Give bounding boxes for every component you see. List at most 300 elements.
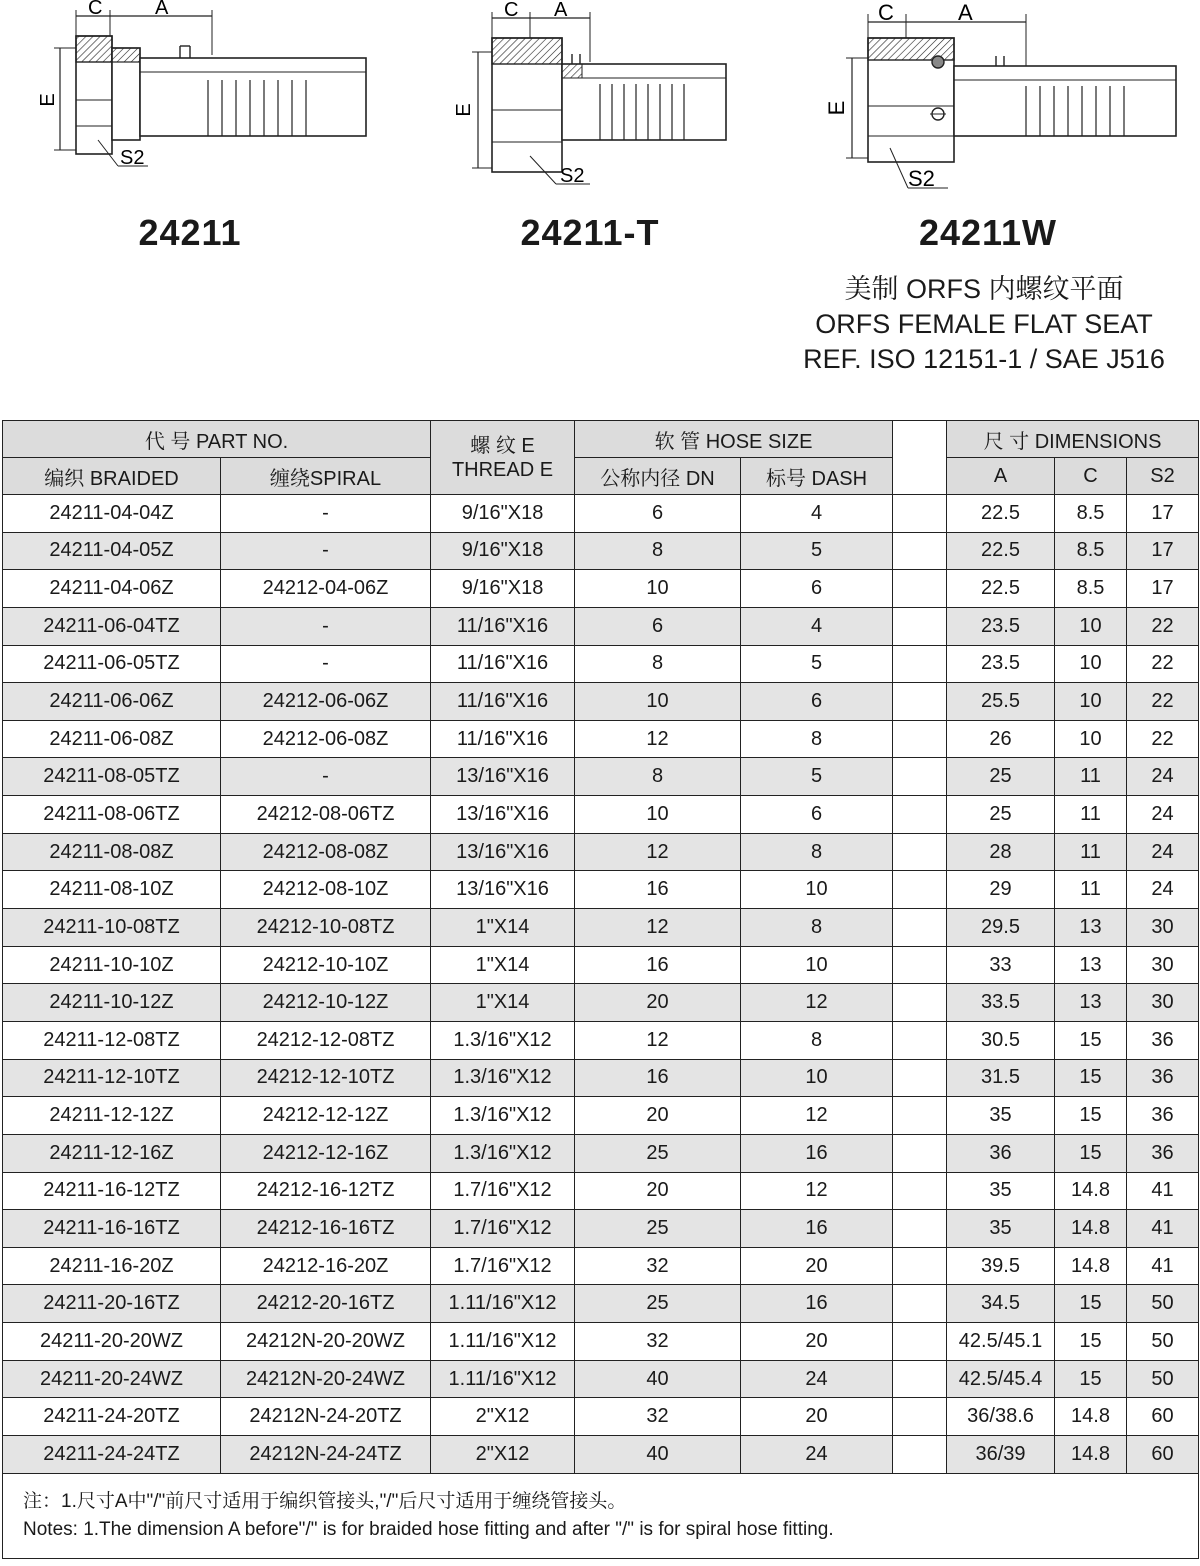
- cell-dn: 12: [575, 909, 741, 947]
- cell-a: 42.5/45.1: [947, 1323, 1055, 1361]
- cell-dn: 32: [575, 1323, 741, 1361]
- cell-spiral: -: [221, 758, 431, 796]
- table-row: [3, 495, 1199, 533]
- label-c: C: [878, 0, 894, 25]
- cell-dash: 6: [741, 570, 893, 608]
- cell-braided: 24211-12-12Z: [3, 1097, 221, 1135]
- cell-dn: 25: [575, 1285, 741, 1323]
- cell-dn: 32: [575, 1247, 741, 1285]
- cell-thread: 1.3/16"X12: [431, 1097, 575, 1135]
- cell-a: 25.5: [947, 683, 1055, 721]
- cell-dash: 16: [741, 1285, 893, 1323]
- table-row: [3, 683, 1199, 721]
- cell-spacer: [893, 683, 947, 721]
- cell-dash: 8: [741, 720, 893, 758]
- cell-braided: 24211-06-06Z: [3, 683, 221, 721]
- cell-spacer: [893, 984, 947, 1022]
- cell-thread: 1.11/16"X12: [431, 1285, 575, 1323]
- label-e: E: [453, 103, 475, 117]
- cell-c: 15: [1055, 1021, 1127, 1059]
- cell-thread: 1.7/16"X12: [431, 1247, 575, 1285]
- cell-dn: 40: [575, 1436, 741, 1474]
- cell-c: 15: [1055, 1285, 1127, 1323]
- cell-braided: 24211-16-16TZ: [3, 1210, 221, 1248]
- table-row: [3, 1398, 1199, 1436]
- header-dn: 公称内径 DN: [575, 458, 741, 495]
- header-spiral: 缠绕SPIRAL: [221, 458, 431, 495]
- cell-thread: 11/16"X16: [431, 720, 575, 758]
- cell-thread: 13/16"X16: [431, 758, 575, 796]
- cell-dn: 8: [575, 758, 741, 796]
- cell-thread: 1.7/16"X12: [431, 1210, 575, 1248]
- cell-c: 14.8: [1055, 1210, 1127, 1248]
- cell-dash: 8: [741, 909, 893, 947]
- cell-spiral: 24212N-20-24WZ: [221, 1360, 431, 1398]
- cell-spiral: -: [221, 645, 431, 683]
- model-number-24211-t: 24211-T: [520, 212, 660, 253]
- cell-dash: 20: [741, 1247, 893, 1285]
- cell-a: 35: [947, 1097, 1055, 1135]
- cell-thread: 9/16"X18: [431, 495, 575, 533]
- cell-dash: 6: [741, 796, 893, 834]
- cell-dn: 16: [575, 871, 741, 909]
- cell-dash: 12: [741, 1172, 893, 1210]
- cell-spacer: [893, 1134, 947, 1172]
- cell-dn: 10: [575, 570, 741, 608]
- label-a: A: [554, 0, 568, 21]
- cell-braided: 24211-12-08TZ: [3, 1021, 221, 1059]
- table-row: [3, 1134, 1199, 1172]
- cell-braided: 24211-12-10TZ: [3, 1059, 221, 1097]
- cell-thread: 1.11/16"X12: [431, 1323, 575, 1361]
- label-e: E: [37, 93, 59, 107]
- header-c: C: [1055, 458, 1127, 495]
- cell-braided: 24211-04-05Z: [3, 532, 221, 570]
- header-dash: 标号 DASH: [741, 458, 893, 495]
- cell-c: 10: [1055, 645, 1127, 683]
- cell-spiral: 24212-20-16TZ: [221, 1285, 431, 1323]
- cell-spacer: [893, 645, 947, 683]
- label-c: C: [88, 0, 103, 19]
- table-row: [3, 1323, 1199, 1361]
- cell-braided: 24211-20-20WZ: [3, 1323, 221, 1361]
- cell-s2: 30: [1127, 984, 1199, 1022]
- cell-s2: 30: [1127, 946, 1199, 984]
- cell-spiral: 24212N-24-20TZ: [221, 1398, 431, 1436]
- cell-dn: 6: [575, 495, 741, 533]
- cell-thread: 11/16"X16: [431, 645, 575, 683]
- table-row: [3, 720, 1199, 758]
- cell-dash: 20: [741, 1398, 893, 1436]
- cell-dash: 10: [741, 1059, 893, 1097]
- cell-s2: 22: [1127, 607, 1199, 645]
- cell-spiral: 24212-10-10Z: [221, 946, 431, 984]
- cell-dn: 12: [575, 833, 741, 871]
- cell-s2: 22: [1127, 645, 1199, 683]
- cell-dn: 32: [575, 1398, 741, 1436]
- cell-c: 15: [1055, 1134, 1127, 1172]
- cell-c: 14.8: [1055, 1436, 1127, 1474]
- cell-thread: 2"X12: [431, 1436, 575, 1474]
- cell-spacer: [893, 909, 947, 947]
- cell-s2: 60: [1127, 1436, 1199, 1474]
- cell-s2: 36: [1127, 1134, 1199, 1172]
- cell-braided: 24211-20-24WZ: [3, 1360, 221, 1398]
- cell-thread: 1"X14: [431, 909, 575, 947]
- table-row: [3, 758, 1199, 796]
- cell-thread: 1.3/16"X12: [431, 1134, 575, 1172]
- cell-dn: 25: [575, 1210, 741, 1248]
- cell-c: 8.5: [1055, 532, 1127, 570]
- cell-s2: 60: [1127, 1398, 1199, 1436]
- header-thread-cn: 螺 纹 E: [470, 434, 535, 457]
- cell-a: 36: [947, 1134, 1055, 1172]
- spec-cn-title: 美制 ORFS 内螺纹平面: [844, 274, 1124, 304]
- fitting-drawing-24211: [30, 0, 380, 190]
- cell-dash: 20: [741, 1323, 893, 1361]
- cell-s2: 36: [1127, 1059, 1199, 1097]
- cell-dash: 10: [741, 871, 893, 909]
- cell-thread: 1.3/16"X12: [431, 1021, 575, 1059]
- cell-a: 22.5: [947, 532, 1055, 570]
- cell-braided: 24211-16-12TZ: [3, 1172, 221, 1210]
- cell-spacer: [893, 1323, 947, 1361]
- table-row: [3, 833, 1199, 871]
- cell-c: 14.8: [1055, 1172, 1127, 1210]
- cell-dn: 10: [575, 796, 741, 834]
- note-cn: 注：1.尺寸A中"/"前尺寸适用于编织管接头,"/"后尺寸适用于缠绕管接头。: [23, 1490, 627, 1512]
- cell-a: 29: [947, 871, 1055, 909]
- header-dimensions: 尺 寸 DIMENSIONS: [947, 421, 1199, 458]
- table-row: [3, 871, 1199, 909]
- cell-c: 11: [1055, 833, 1127, 871]
- cell-dash: 8: [741, 833, 893, 871]
- table-row: [3, 607, 1199, 645]
- cell-thread: 13/16"X16: [431, 871, 575, 909]
- cell-s2: 50: [1127, 1323, 1199, 1361]
- cell-spacer: [893, 1172, 947, 1210]
- header-thread: [431, 421, 575, 495]
- cell-braided: 24211-10-10Z: [3, 946, 221, 984]
- cell-spacer: [893, 833, 947, 871]
- cell-c: 14.8: [1055, 1247, 1127, 1285]
- cell-s2: 24: [1127, 796, 1199, 834]
- cell-thread: 13/16"X16: [431, 833, 575, 871]
- cell-s2: 24: [1127, 833, 1199, 871]
- table-row: [3, 1172, 1199, 1210]
- cell-a: 36/38.6: [947, 1398, 1055, 1436]
- cell-dash: 16: [741, 1134, 893, 1172]
- cell-c: 13: [1055, 984, 1127, 1022]
- header-spacer: [893, 421, 947, 495]
- cell-spacer: [893, 1436, 947, 1474]
- fitting-drawing-24211w: [820, 0, 1190, 200]
- cell-c: 10: [1055, 683, 1127, 721]
- cell-spacer: [893, 1059, 947, 1097]
- table-row: [3, 1021, 1199, 1059]
- drawing-24211w: [820, 0, 1190, 200]
- table-body: [3, 495, 1199, 1474]
- cell-a: 33: [947, 946, 1055, 984]
- label-a: A: [958, 0, 973, 25]
- cell-c: 13: [1055, 946, 1127, 984]
- cell-spiral: 24212-10-12Z: [221, 984, 431, 1022]
- header-s2: S2: [1127, 458, 1199, 495]
- cell-s2: 24: [1127, 758, 1199, 796]
- cell-dn: 8: [575, 532, 741, 570]
- cell-spacer: [893, 871, 947, 909]
- cell-braided: 24211-08-05TZ: [3, 758, 221, 796]
- cell-dn: 8: [575, 645, 741, 683]
- cell-a: 23.5: [947, 645, 1055, 683]
- cell-a: 25: [947, 796, 1055, 834]
- cell-dn: 12: [575, 720, 741, 758]
- cell-braided: 24211-08-10Z: [3, 871, 221, 909]
- cell-spiral: -: [221, 532, 431, 570]
- cell-dn: 20: [575, 1097, 741, 1135]
- cell-thread: 2"X12: [431, 1398, 575, 1436]
- cell-c: 11: [1055, 758, 1127, 796]
- cell-c: 11: [1055, 796, 1127, 834]
- cell-spacer: [893, 1097, 947, 1135]
- table-row: [3, 796, 1199, 834]
- cell-spacer: [893, 758, 947, 796]
- cell-braided: 24211-06-05TZ: [3, 645, 221, 683]
- label-a: A: [155, 0, 169, 19]
- cell-a: 22.5: [947, 570, 1055, 608]
- cell-spiral: 24212-16-16TZ: [221, 1210, 431, 1248]
- cell-spacer: [893, 1398, 947, 1436]
- cell-c: 14.8: [1055, 1398, 1127, 1436]
- spec-en-title: ORFS FEMALE FLAT SEAT: [815, 309, 1153, 339]
- cell-dn: 40: [575, 1360, 741, 1398]
- cell-s2: 36: [1127, 1097, 1199, 1135]
- cell-spacer: [893, 946, 947, 984]
- table-row: [3, 946, 1199, 984]
- cell-c: 10: [1055, 607, 1127, 645]
- cell-spacer: [893, 532, 947, 570]
- model-number-24211w: 24211W: [918, 212, 1058, 253]
- table-row: [3, 1247, 1199, 1285]
- cell-c: 8.5: [1055, 570, 1127, 608]
- cell-dash: 5: [741, 758, 893, 796]
- cell-thread: 9/16"X18: [431, 532, 575, 570]
- label-s2: S2: [560, 165, 585, 187]
- cell-braided: 24211-04-06Z: [3, 570, 221, 608]
- header-hose-size: 软 管 HOSE SIZE: [575, 421, 893, 458]
- cell-s2: 50: [1127, 1360, 1199, 1398]
- cell-dash: 4: [741, 607, 893, 645]
- cell-s2: 30: [1127, 909, 1199, 947]
- table-row: [3, 1059, 1199, 1097]
- cell-braided: 24211-12-16Z: [3, 1134, 221, 1172]
- cell-s2: 50: [1127, 1285, 1199, 1323]
- cell-c: 15: [1055, 1097, 1127, 1135]
- cell-thread: 1"X14: [431, 946, 575, 984]
- cell-c: 13: [1055, 909, 1127, 947]
- spec-block: [784, 272, 1184, 377]
- cell-c: 11: [1055, 871, 1127, 909]
- dimensions-table: [2, 420, 1199, 1559]
- table-row: [3, 1436, 1199, 1474]
- header-braided: 编织 BRAIDED: [3, 458, 221, 495]
- cell-dn: 10: [575, 683, 741, 721]
- label-s2: S2: [908, 166, 935, 191]
- cell-spiral: 24212-12-10TZ: [221, 1059, 431, 1097]
- cell-s2: 36: [1127, 1021, 1199, 1059]
- cell-thread: 11/16"X16: [431, 683, 575, 721]
- cell-spiral: 24212-12-12Z: [221, 1097, 431, 1135]
- table-row: [3, 1360, 1199, 1398]
- cell-dash: 5: [741, 532, 893, 570]
- cell-s2: 22: [1127, 683, 1199, 721]
- cell-a: 42.5/45.4: [947, 1360, 1055, 1398]
- cell-spacer: [893, 495, 947, 533]
- cell-a: 30.5: [947, 1021, 1055, 1059]
- cell-dash: 8: [741, 1021, 893, 1059]
- table-row: [3, 570, 1199, 608]
- cell-s2: 17: [1127, 570, 1199, 608]
- label-c: C: [504, 0, 519, 21]
- cell-braided: 24211-10-12Z: [3, 984, 221, 1022]
- table-row: [3, 532, 1199, 570]
- table-row: [3, 1285, 1199, 1323]
- cell-a: 22.5: [947, 495, 1055, 533]
- cell-a: 28: [947, 833, 1055, 871]
- cell-dn: 6: [575, 607, 741, 645]
- cell-spiral: 24212-06-08Z: [221, 720, 431, 758]
- cell-braided: 24211-08-06TZ: [3, 796, 221, 834]
- cell-dash: 10: [741, 946, 893, 984]
- cell-a: 35: [947, 1210, 1055, 1248]
- cell-a: 25: [947, 758, 1055, 796]
- cell-dn: 16: [575, 1059, 741, 1097]
- cell-spiral: 24212-16-20Z: [221, 1247, 431, 1285]
- cell-dash: 12: [741, 984, 893, 1022]
- cell-spiral: 24212N-24-24TZ: [221, 1436, 431, 1474]
- cell-spacer: [893, 1210, 947, 1248]
- cell-a: 26: [947, 720, 1055, 758]
- header-part-no: 代 号 PART NO.: [3, 421, 431, 458]
- cell-dn: 16: [575, 946, 741, 984]
- cell-spiral: 24212-04-06Z: [221, 570, 431, 608]
- cell-spacer: [893, 570, 947, 608]
- drawing-24211: [30, 0, 380, 190]
- cell-s2: 22: [1127, 720, 1199, 758]
- cell-c: 8.5: [1055, 495, 1127, 533]
- cell-dash: 12: [741, 1097, 893, 1135]
- cell-thread: 1"X14: [431, 984, 575, 1022]
- cell-spacer: [893, 1247, 947, 1285]
- cell-dash: 4: [741, 495, 893, 533]
- cell-s2: 17: [1127, 532, 1199, 570]
- cell-a: 34.5: [947, 1285, 1055, 1323]
- cell-spiral: 24212-08-06TZ: [221, 796, 431, 834]
- cell-spacer: [893, 1021, 947, 1059]
- label-s2: S2: [120, 147, 145, 169]
- table-row: [3, 1210, 1199, 1248]
- cell-braided: 24211-24-20TZ: [3, 1398, 221, 1436]
- cell-spiral: 24212-10-08TZ: [221, 909, 431, 947]
- cell-s2: 24: [1127, 871, 1199, 909]
- cell-a: 33.5: [947, 984, 1055, 1022]
- cell-spacer: [893, 1285, 947, 1323]
- cell-a: 36/39: [947, 1436, 1055, 1474]
- cell-spiral: 24212-08-10Z: [221, 871, 431, 909]
- cell-spiral: 24212-06-06Z: [221, 683, 431, 721]
- cell-spiral: -: [221, 607, 431, 645]
- table-row: [3, 1097, 1199, 1135]
- cell-dash: 24: [741, 1360, 893, 1398]
- cell-spiral: 24212N-20-20WZ: [221, 1323, 431, 1361]
- cell-s2: 17: [1127, 495, 1199, 533]
- cell-thread: 9/16"X18: [431, 570, 575, 608]
- spec-reference: REF. ISO 12151-1 / SAE J516: [803, 344, 1165, 374]
- cell-dash: 5: [741, 645, 893, 683]
- cell-a: 31.5: [947, 1059, 1055, 1097]
- cell-braided: 24211-06-08Z: [3, 720, 221, 758]
- table-row: [3, 984, 1199, 1022]
- cell-spacer: [893, 1360, 947, 1398]
- cell-thread: 1.3/16"X12: [431, 1059, 575, 1097]
- cell-dash: 6: [741, 683, 893, 721]
- drawing-24211-t: [450, 0, 740, 200]
- cell-a: 29.5: [947, 909, 1055, 947]
- cell-dn: 12: [575, 1021, 741, 1059]
- cell-braided: 24211-20-16TZ: [3, 1285, 221, 1323]
- cell-c: 10: [1055, 720, 1127, 758]
- label-e: E: [824, 100, 849, 116]
- cell-s2: 41: [1127, 1172, 1199, 1210]
- cell-thread: 11/16"X16: [431, 607, 575, 645]
- cell-braided: 24211-04-04Z: [3, 495, 221, 533]
- note-en: Notes: 1.The dimension A before"/" is for braided hose fitting and after "/" is for spiral hose fitting.: [23, 1518, 834, 1540]
- cell-spiral: -: [221, 495, 431, 533]
- cell-c: 15: [1055, 1323, 1127, 1361]
- cell-c: 15: [1055, 1059, 1127, 1097]
- header-thread-en: THREAD E: [451, 458, 554, 481]
- cell-braided: 24211-06-04TZ: [3, 607, 221, 645]
- cell-thread: 1.7/16"X12: [431, 1172, 575, 1210]
- table-row: [3, 909, 1199, 947]
- cell-thread: 13/16"X16: [431, 796, 575, 834]
- cell-dash: 24: [741, 1436, 893, 1474]
- cell-spiral: 24212-12-16Z: [221, 1134, 431, 1172]
- cell-a: 39.5: [947, 1247, 1055, 1285]
- cell-a: 23.5: [947, 607, 1055, 645]
- cell-spacer: [893, 720, 947, 758]
- cell-dn: 25: [575, 1134, 741, 1172]
- cell-braided: 24211-24-24TZ: [3, 1436, 221, 1474]
- cell-spiral: 24212-12-08TZ: [221, 1021, 431, 1059]
- table-row: [3, 645, 1199, 683]
- cell-spiral: 24212-16-12TZ: [221, 1172, 431, 1210]
- cell-c: 15: [1055, 1360, 1127, 1398]
- cell-braided: 24211-08-08Z: [3, 833, 221, 871]
- o-ring-icon: [932, 56, 944, 68]
- cell-s2: 41: [1127, 1210, 1199, 1248]
- cell-dn: 20: [575, 984, 741, 1022]
- cell-s2: 41: [1127, 1247, 1199, 1285]
- cell-dn: 20: [575, 1172, 741, 1210]
- cell-dash: 16: [741, 1210, 893, 1248]
- fitting-drawing-24211-t: [450, 0, 740, 200]
- cell-spacer: [893, 796, 947, 834]
- header-a: A: [947, 458, 1055, 495]
- cell-thread: 1.11/16"X12: [431, 1360, 575, 1398]
- cell-a: 35: [947, 1172, 1055, 1210]
- cell-braided: 24211-10-08TZ: [3, 909, 221, 947]
